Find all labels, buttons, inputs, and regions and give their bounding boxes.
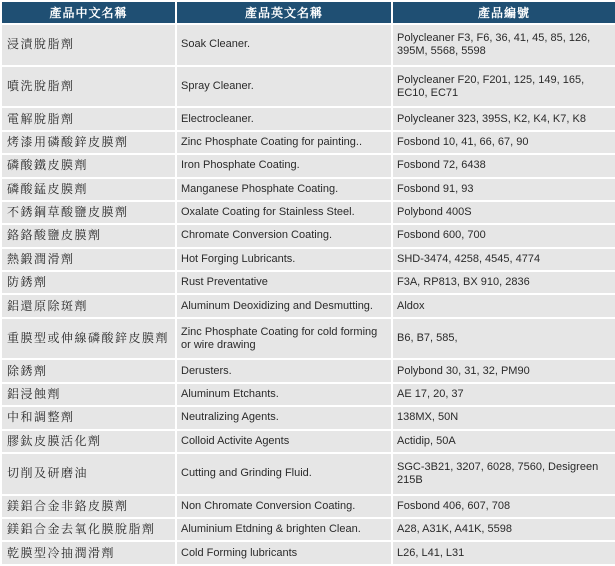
header-chinese-name: 產品中文名稱 — [2, 2, 175, 23]
english-name-cell: Electrocleaner. — [177, 108, 391, 129]
product-code-cell: SHD-3474, 4258, 4545, 4774 — [393, 249, 615, 270]
chinese-name-cell: 烤漆用磷酸鋅皮膜劑 — [2, 132, 175, 153]
table-row — [2, 496, 615, 517]
chinese-name-cell: 膠鈦皮膜活化劑 — [2, 431, 175, 452]
product-code-cell: Fosbond 91, 93 — [393, 179, 615, 200]
english-name-cell: Zinc Phosphate Coating for cold forming or wire drawing — [177, 319, 391, 359]
product-code-cell: Polybond 30, 31, 32, PM90 — [393, 360, 615, 381]
chinese-name-cell: 磷酸鐵皮膜劑 — [2, 155, 175, 176]
table-row — [2, 132, 615, 153]
product-code-cell: Fosbond 406, 607, 708 — [393, 496, 615, 517]
chinese-name-cell: 切削及研磨油 — [2, 454, 175, 494]
english-name-cell: Oxalate Coating for Stainless Steel. — [177, 202, 391, 223]
chinese-name-cell: 電解脫脂劑 — [2, 108, 175, 129]
chinese-name-cell: 噴洗脫脂劑 — [2, 67, 175, 107]
table-row — [2, 519, 615, 540]
product-code-cell: Actidip, 50A — [393, 431, 615, 452]
english-name-cell: Non Chromate Conversion Coating. — [177, 496, 391, 517]
chinese-name-cell: 重膜型或伸線磷酸鋅皮膜劑 — [2, 319, 175, 359]
table-row — [2, 272, 615, 293]
chinese-name-cell: 不銹鋼草酸鹽皮膜劑 — [2, 202, 175, 223]
product-code-cell: Fosbond 10, 41, 66, 67, 90 — [393, 132, 615, 153]
chinese-name-cell: 乾膜型冷抽潤滑劑 — [2, 542, 175, 564]
english-name-cell: Derusters. — [177, 360, 391, 381]
table-row — [2, 384, 615, 405]
chinese-name-cell: 除銹劑 — [2, 360, 175, 381]
header-row — [2, 2, 615, 23]
table-row — [2, 155, 615, 176]
chinese-name-cell: 浸漬脫脂劑 — [2, 25, 175, 65]
product-code-cell: Fosbond 600, 700 — [393, 225, 615, 246]
table-row — [2, 25, 615, 65]
product-code-cell: AE 17, 20, 37 — [393, 384, 615, 405]
chinese-name-cell: 鋁還原除斑劑 — [2, 295, 175, 316]
english-name-cell: Zinc Phosphate Coating for painting.. — [177, 132, 391, 153]
english-name-cell: Aluminum Etchants. — [177, 384, 391, 405]
english-name-cell: Iron Phosphate Coating. — [177, 155, 391, 176]
table-row — [2, 225, 615, 246]
chinese-name-cell: 鎂鋁合金非鉻皮膜劑 — [2, 496, 175, 517]
chinese-name-cell: 鎂鋁合金去氧化膜脫脂劑 — [2, 519, 175, 540]
english-name-cell: Spray Cleaner. — [177, 67, 391, 107]
english-name-cell: Aluminum Deoxidizing and Desmutting. — [177, 295, 391, 316]
chinese-name-cell: 熱鍛潤滑劑 — [2, 249, 175, 270]
table-row — [2, 179, 615, 200]
english-name-cell: Cutting and Grinding Fluid. — [177, 454, 391, 494]
table-row — [2, 108, 615, 129]
english-name-cell: Colloid Activite Agents — [177, 431, 391, 452]
english-name-cell: Manganese Phosphate Coating. — [177, 179, 391, 200]
table-row — [2, 319, 615, 359]
product-code-cell: Fosbond 72, 6438 — [393, 155, 615, 176]
table-row — [2, 542, 615, 564]
product-code-cell: SGC-3B21, 3207, 6028, 7560, Desigreen 215B — [393, 454, 615, 494]
chinese-name-cell: 鋁浸蝕劑 — [2, 384, 175, 405]
chinese-name-cell: 磷酸錳皮膜劑 — [2, 179, 175, 200]
english-name-cell: Chromate Conversion Coating. — [177, 225, 391, 246]
table-row — [2, 249, 615, 270]
product-code-cell: Polybond 400S — [393, 202, 615, 223]
product-code-cell: Polycleaner F20, F201, 125, 149, 165, EC10, EC71 — [393, 67, 615, 107]
english-name-cell: Rust Preventative — [177, 272, 391, 293]
table-row — [2, 360, 615, 381]
english-name-cell: Hot Forging Lubricants. — [177, 249, 391, 270]
chinese-name-cell: 鉻鉻酸鹽皮膜劑 — [2, 225, 175, 246]
table-row — [2, 202, 615, 223]
table-row — [2, 295, 615, 316]
product-code-cell: Polycleaner 323, 395S, K2, K4, K7, K8 — [393, 108, 615, 129]
table-body — [2, 25, 615, 564]
chinese-name-cell: 防銹劑 — [2, 272, 175, 293]
product-code-cell: 138MX, 50N — [393, 407, 615, 428]
product-code-cell: Polycleaner F3, F6, 36, 41, 45, 85, 126, 395M, 5568, 5598 — [393, 25, 615, 65]
english-name-cell: Neutralizing Agents. — [177, 407, 391, 428]
table-row — [2, 67, 615, 107]
table-row — [2, 407, 615, 428]
english-name-cell: Soak Cleaner. — [177, 25, 391, 65]
product-code-cell: L26, L41, L31 — [393, 542, 615, 564]
header-english-name: 產品英文名稱 — [177, 2, 391, 23]
english-name-cell: Aluminium Etdning & brighten Clean. — [177, 519, 391, 540]
product-code-cell: A28, A31K, A41K, 5598 — [393, 519, 615, 540]
english-name-cell: Cold Forming lubricants — [177, 542, 391, 564]
product-code-cell: F3A, RP813, BX 910, 2836 — [393, 272, 615, 293]
table-row — [2, 431, 615, 452]
table-row — [2, 454, 615, 494]
header-product-code: 產品編號 — [393, 2, 615, 23]
chinese-name-cell: 中和調整劑 — [2, 407, 175, 428]
product-code-cell: Aldox — [393, 295, 615, 316]
product-code-cell: B6, B7, 585, — [393, 319, 615, 359]
